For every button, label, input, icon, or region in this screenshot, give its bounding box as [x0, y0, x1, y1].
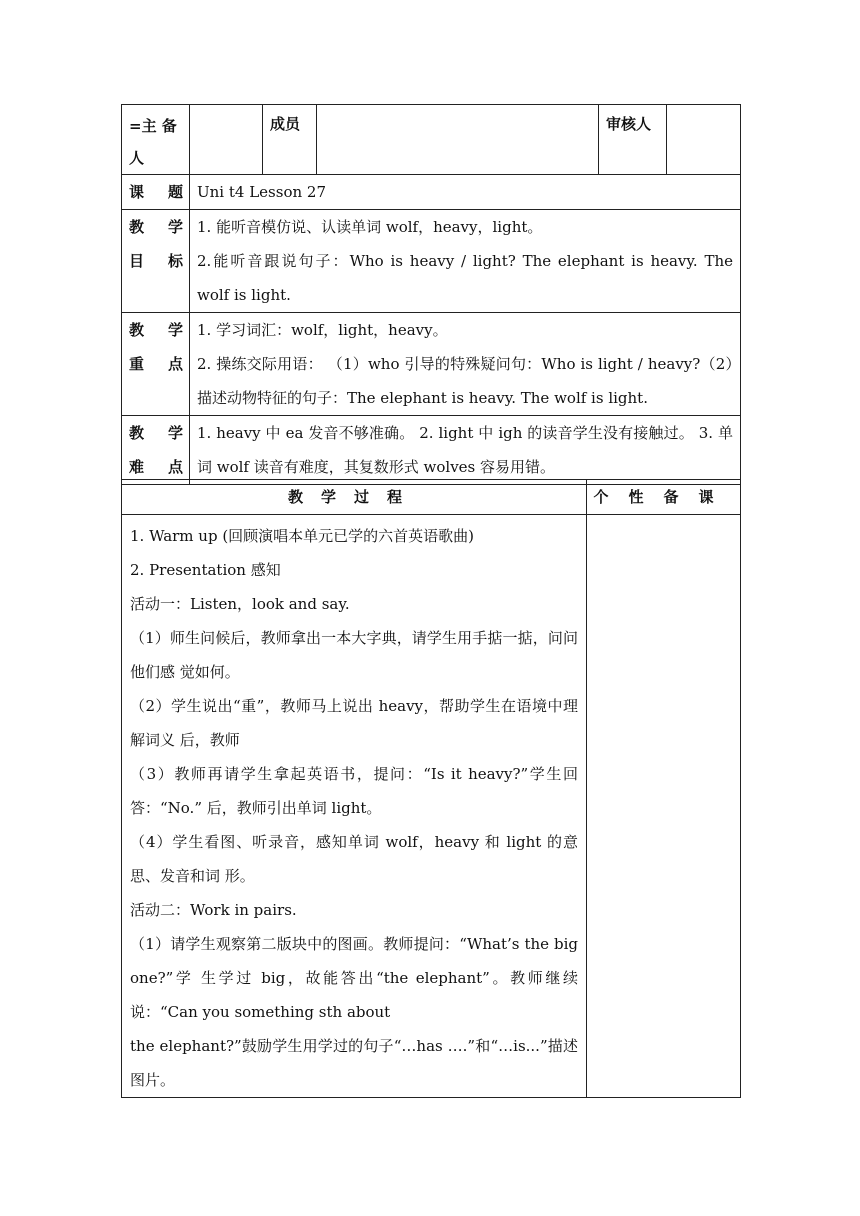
key-point-line-1: 1. 学习词汇：wolf，light，heavy。: [197, 321, 448, 339]
teaching-process-table: [121, 479, 741, 1098]
process-line-1: 1. Warm up (回顾演唱本单元已学的六首英语歌曲): [130, 527, 475, 545]
process-line-3: 活动一：Listen，look and say.: [130, 595, 350, 613]
process-line-6: （3）教师再请学生拿起英语书，提问：“Is it heavy?”学生回答：“No.” 后，教师引出单词 light。: [130, 765, 578, 817]
process-line-8: 活动二：Work in pairs.: [130, 901, 297, 919]
notes-header-cell: [587, 480, 741, 515]
process-header: 教学过程: [287, 488, 420, 506]
process-line-2: 2. Presentation 感知: [130, 561, 281, 579]
member-label-cell: [263, 105, 317, 175]
objective-line-1: 1. 能听音模仿说、认读单词 wolf，heavy，light。: [197, 218, 543, 236]
process-line-9: （1）请学生观察第二版块中的图画。教师提问：“What’s the big one?”学 生学过 big，故能答出“the elephant”。教师继续说：“Can you something sth about: [130, 935, 578, 1021]
process-line-7: （4）学生看图、听录音，感知单词 wolf，heavy 和 light 的意思、发音和词 形。: [130, 833, 578, 885]
process-content-cell: [122, 515, 587, 1098]
key-points-label-cell: [122, 313, 190, 416]
topic-label-cell: [122, 175, 190, 210]
lead-preparer-label-line2: 人: [129, 149, 145, 167]
process-line-10: the elephant?”鼓励学生用学过的句子“…has ….”和“…is...”描述图片。: [130, 1037, 578, 1089]
lead-preparer-label-line1: =主 备: [129, 117, 177, 135]
member-value: [317, 105, 599, 175]
difficulties-label-cell: [122, 416, 190, 485]
lead-preparer-value: [190, 105, 263, 175]
objective-line-2: 2.能听音跟说句子：Who is heavy / light? The elephant is heavy. The wolf is light.: [197, 252, 733, 304]
process-line-4: （1）师生问候后，教师拿出一本大字典，请学生用手掂一掂，问问他们感 觉如何。: [130, 629, 578, 681]
lesson-info-table: [121, 104, 741, 485]
objectives-label-cell: [122, 210, 190, 313]
topic-label: 课 题: [129, 183, 183, 201]
personal-notes-header: 个性备课: [593, 488, 734, 506]
key-points-label: 教 学 重 点: [129, 321, 183, 373]
reviewer-value: [667, 105, 741, 175]
personal-notes-cell: [587, 515, 741, 1098]
key-points-content-cell: [190, 313, 741, 416]
process-line-5: （2）学生说出“重”，教师马上说出 heavy，帮助学生在语境中理解词义 后，教师: [130, 697, 578, 749]
difficulties-label: 教 学 难 点: [129, 424, 183, 476]
objectives-content-cell: [190, 210, 741, 313]
key-point-line-2: 2. 操练交际用语： （1）who 引导的特殊疑问句：Who is light / heavy?（2）描述动物特征的句子：The elephant is heavy. The wolf is light.: [197, 355, 733, 407]
topic-value-cell: [190, 175, 741, 210]
objectives-label: 教 学 目 标: [129, 218, 183, 270]
topic-value: Uni t4 Lesson 27: [197, 183, 326, 201]
reviewer-label-cell: [599, 105, 667, 175]
difficulty-line-1: 1. heavy 中 ea 发音不够准确。 2. light 中 igh 的读音学生没有接触过。 3. 单词 wolf 读音有难度，其复数形式 wolves 容易用错。: [197, 424, 733, 476]
reviewer-label: 审核人: [606, 115, 652, 133]
member-label: 成员: [270, 115, 301, 133]
process-header-cell: [122, 480, 587, 515]
lead-preparer-label-cell: [122, 105, 190, 175]
difficulties-content-cell: [190, 416, 741, 485]
